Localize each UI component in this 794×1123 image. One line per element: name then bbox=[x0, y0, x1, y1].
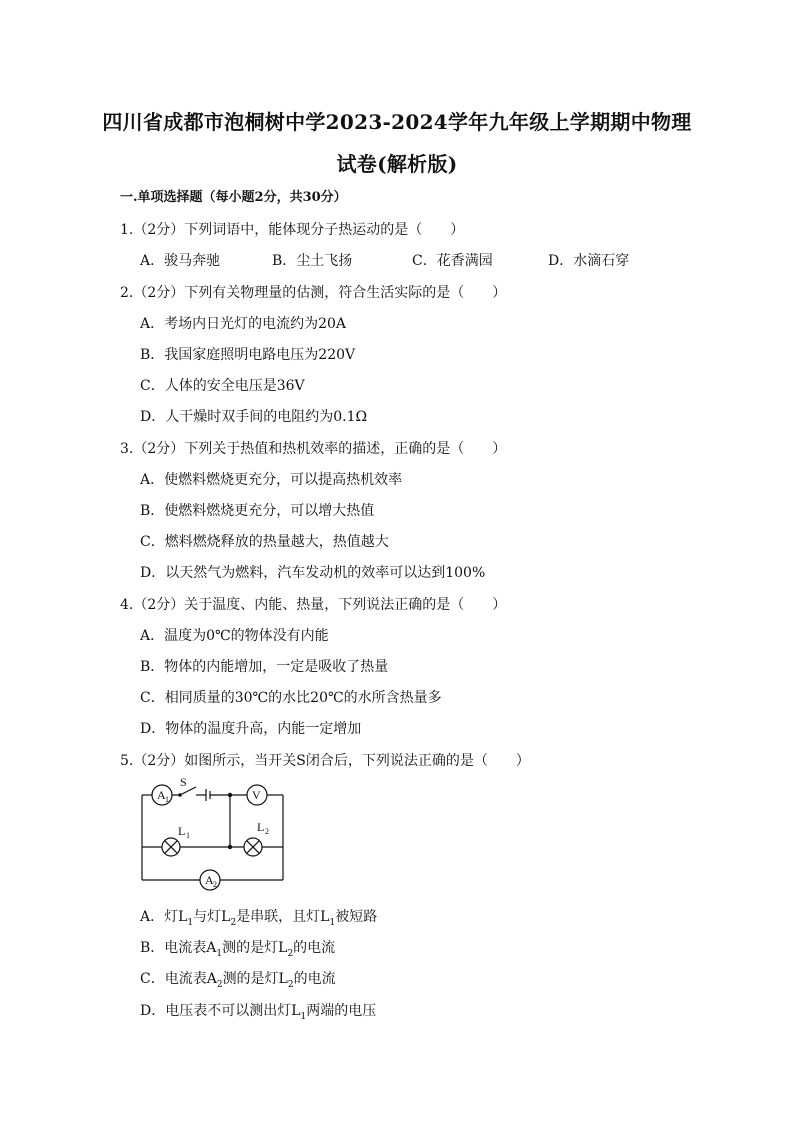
page-title: 四川省成都市泡桐树中学2023-2024学年九年级上学期期中物理 bbox=[102, 110, 692, 134]
question-5-stem: 5.（2分）如图所示，当开关S闭合后，下列说法正确的是（ ） bbox=[120, 753, 530, 769]
question-1-option-c[interactable]: C．花香满园 bbox=[412, 253, 493, 269]
question-1-option-d[interactable]: D．水滴石穿 bbox=[548, 253, 630, 269]
question-1-option-b[interactable]: B．尘土飞扬 bbox=[272, 253, 353, 269]
lamp-1-label: L bbox=[178, 824, 186, 838]
lamp-2-sub: 2 bbox=[265, 827, 269, 836]
lamp-1-sub: 1 bbox=[186, 831, 190, 840]
lamp-2-label: L bbox=[257, 820, 265, 834]
question-2-stem: 2.（2分）下列有关物理量的估测，符合生活实际的是（ ） bbox=[120, 285, 507, 301]
circuit-diagram bbox=[130, 775, 300, 895]
question-4-option-a[interactable]: A．温度为0℃的物体没有内能 bbox=[140, 628, 329, 644]
section-heading: 一.单项选择题（每小题2分，共30分） bbox=[120, 190, 347, 205]
page-title-line2: 试卷(解析版) bbox=[336, 152, 458, 176]
ammeter-2-sub: 2 bbox=[213, 880, 217, 889]
voltmeter-label: V bbox=[252, 788, 261, 802]
ammeter-1-label: A bbox=[157, 788, 166, 802]
question-4-option-d[interactable]: D．物体的温度升高，内能一定增加 bbox=[140, 721, 362, 737]
question-3-option-d[interactable]: D．以天然气为燃料，汽车发动机的效率可以达到100% bbox=[140, 565, 486, 581]
question-3-option-a[interactable]: A．使燃料燃烧更充分，可以提高热机效率 bbox=[140, 472, 403, 488]
question-3-option-c[interactable]: C．燃料燃烧释放的热量越大，热值越大 bbox=[140, 534, 389, 550]
question-4-option-b[interactable]: B．物体的内能增加，一定是吸收了热量 bbox=[140, 659, 389, 675]
question-4-stem: 4.（2分）关于温度、内能、热量，下列说法正确的是（ ） bbox=[120, 597, 507, 613]
question-2-option-a[interactable]: A．考场内日光灯的电流约为20A bbox=[140, 316, 347, 332]
question-1-stem: 1.（2分）下列词语中，能体现分子热运动的是（ ） bbox=[120, 222, 465, 238]
question-2-option-d[interactable]: D．人干燥时双手间的电阻约为0.1Ω bbox=[140, 409, 368, 425]
question-2-option-c[interactable]: C．人体的安全电压是36V bbox=[140, 378, 305, 394]
question-1-option-a[interactable]: A．骏马奔驰 bbox=[140, 253, 221, 269]
question-5-option-b[interactable]: B．电流表$A_1$测的是灯$L_2$的电流 bbox=[140, 940, 336, 959]
question-5-option-a[interactable]: A．灯$L_1$与灯$L_2$是串联，且灯$L_1$被短路 bbox=[140, 909, 378, 928]
question-2-option-b[interactable]: B．我国家庭照明电路电压为220V bbox=[140, 347, 356, 363]
question-4-option-c[interactable]: C．相同质量的30℃的水比20℃的水所含热量多 bbox=[140, 690, 442, 706]
ammeter-2-label: A bbox=[205, 873, 214, 887]
question-3-stem: 3.（2分）下列关于热值和热机效率的描述，正确的是（ ） bbox=[120, 441, 507, 457]
question-5-option-c[interactable]: C．电流表$A_2$测的是灯$L_2$的电流 bbox=[140, 971, 336, 990]
question-3-option-b[interactable]: B．使燃料燃烧更充分，可以增大热值 bbox=[140, 503, 375, 519]
ammeter-1-sub: 1 bbox=[165, 795, 169, 804]
question-5-option-d[interactable]: D．电压表不可以测出灯$L_1$两端的电压 bbox=[140, 1003, 377, 1022]
switch-label: S bbox=[180, 775, 187, 789]
